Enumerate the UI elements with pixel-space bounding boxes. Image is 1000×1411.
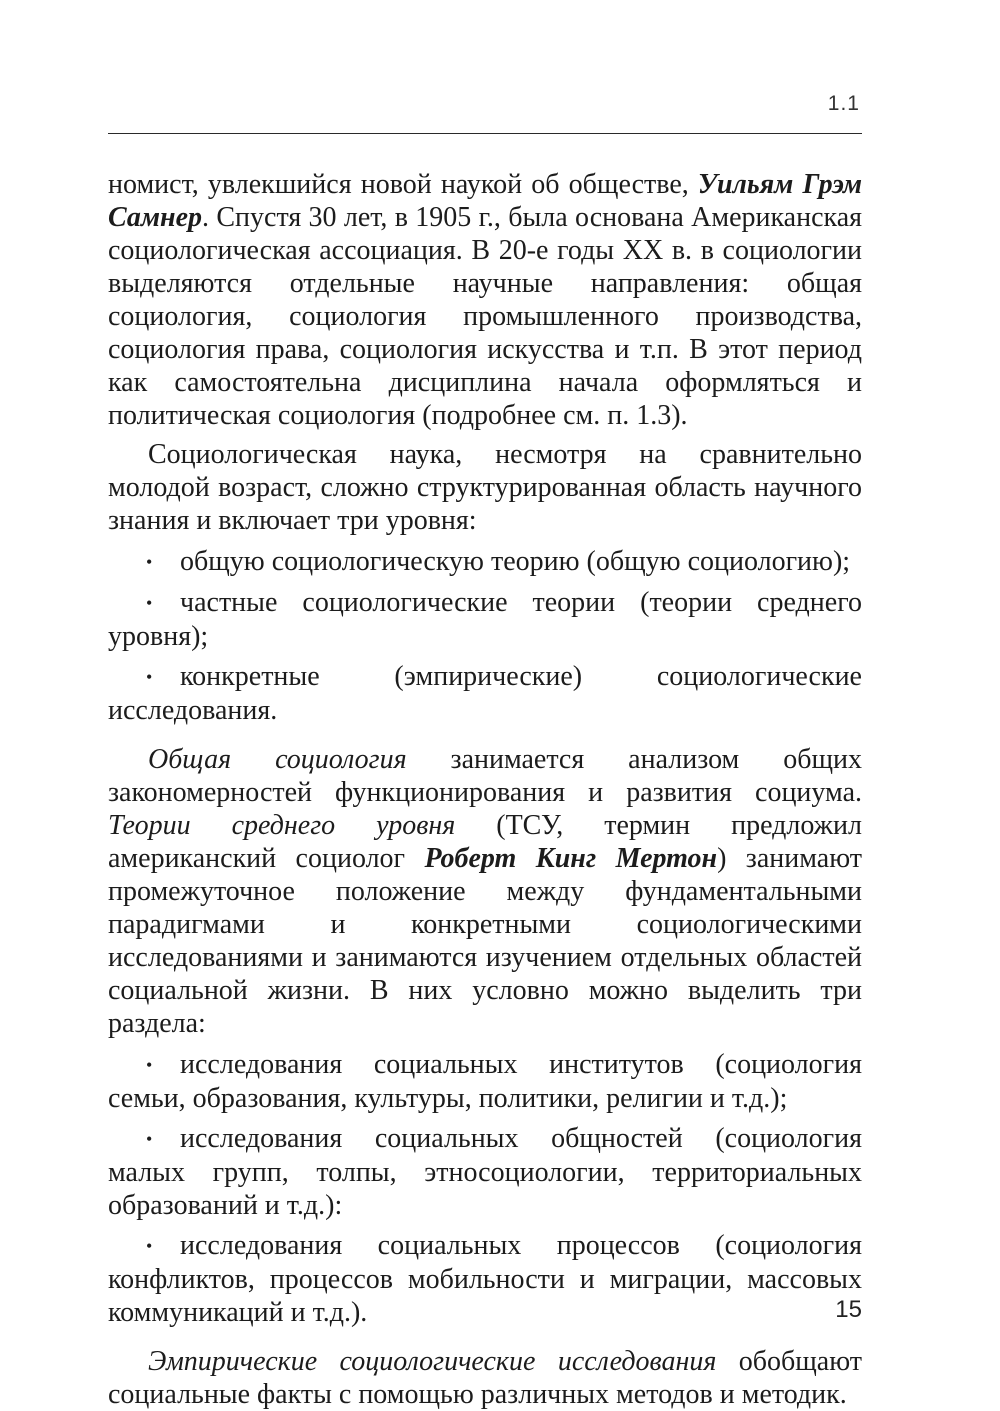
person-name-sumner: Уильям Грэм Самнер: [108, 169, 862, 233]
list-item: [108, 586, 862, 653]
section-number: 1.1: [827, 92, 860, 115]
term-general-sociology: Общая социология: [148, 744, 407, 775]
sections-list: [108, 1048, 862, 1329]
paragraph-empirical: [108, 1345, 862, 1411]
list-item: [108, 1048, 862, 1115]
term-empirical-research: Эмпирические социологические исследования: [148, 1346, 717, 1377]
bullet-icon: •: [146, 1055, 153, 1075]
bullet-icon: •: [146, 593, 153, 613]
person-name-merton: Роберт Кинг Мертон: [424, 843, 718, 874]
paragraph-general-sociology: [108, 743, 862, 1040]
paragraph-text: занимается анализом общих закономерностей функционирования и развития социума.: [108, 744, 862, 808]
page-number: 15: [835, 1296, 862, 1323]
list-item-text: общую социологическую теорию (общую социологию);: [180, 546, 851, 577]
page-body: [108, 168, 862, 1411]
list-item-text: исследования социальных институтов (социология семьи, образования, культуры, политики, религии и т.д.);: [108, 1049, 862, 1114]
bullet-icon: •: [146, 1129, 153, 1149]
list-item-text: исследования социальных общностей (социология малых групп, толпы, этносоциологии, территориальных образований и т.д.):: [108, 1123, 862, 1221]
list-item-text: исследования социальных процессов (социология конфликтов, процессов мобильности и миграции, массовых коммуникаций и т.д.).: [108, 1230, 862, 1328]
paragraph-sumner: [108, 168, 862, 432]
paragraph-text: . Спустя 30 лет, в 1905 г., была основана Американская социологическая ассоциация. В 20-е годы XX в. в социологии выделяются отдельные научные направления: общая социология, социология промышленного производства, социология права, социология искусства и т.п. В этот период как самостоятельна дисциплина начала оформляться и политическая социология (подробнее см. п. 1.3).: [108, 202, 862, 431]
list-item: [108, 1122, 862, 1222]
list-item-text: конкретные (эмпирические) социологические исследования.: [108, 661, 862, 726]
list-item-text: частные социологические теории (теории среднего уровня);: [108, 587, 862, 652]
paragraph-text: номист, увлекшийся новой наукой об обществе,: [108, 169, 698, 200]
bullet-icon: •: [146, 1236, 153, 1256]
paragraph-text: ) занимают промежуточное положение между фундаментальными парадигмами и конкретными социологическими исследованиями и занимаются изучением отдельных областей социальной жизни. В них условно можно выделить три раздела:: [108, 843, 863, 1039]
paragraph-levels-intro: Социологическая наука, несмотря на сравнительно молодой возраст, сложно структурированная область научного знания и включает три уровня:: [108, 439, 862, 536]
bullet-icon: •: [146, 667, 153, 687]
header-rule: [108, 133, 862, 134]
list-item: [108, 1229, 862, 1329]
list-item: [108, 545, 862, 579]
paragraph-text: обобщают социальные факты с помощью различных методов и методик.: [108, 1346, 863, 1410]
levels-list: [108, 545, 862, 727]
list-item: [108, 660, 862, 727]
paragraph-text: (ТСУ, термин предложил американский социолог: [108, 810, 862, 874]
bullet-icon: •: [146, 552, 153, 572]
term-middle-range-theories: Теории среднего уровня: [108, 810, 456, 841]
